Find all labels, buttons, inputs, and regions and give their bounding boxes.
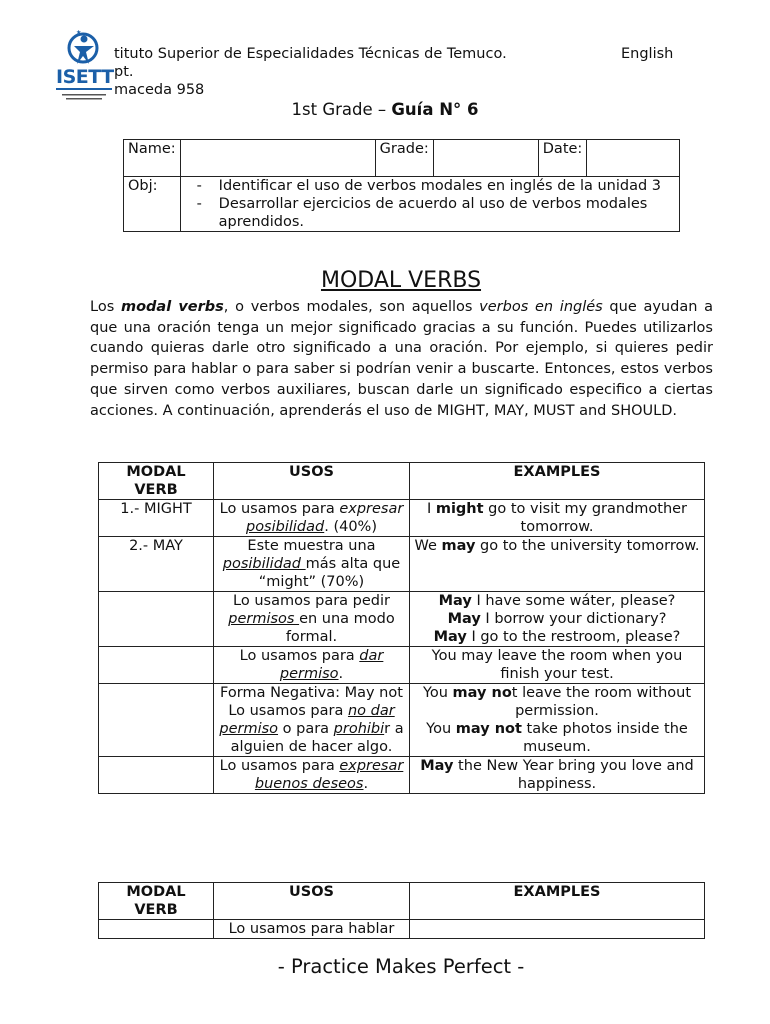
- date-label: Date:: [538, 140, 587, 177]
- usage-keyword: no dar permiso: [219, 703, 395, 737]
- name-field[interactable]: [180, 140, 375, 177]
- header-usos: USOS: [214, 463, 410, 500]
- isett-logo: [56, 30, 112, 104]
- example-cell: [410, 592, 705, 647]
- grade-title: [0, 100, 770, 119]
- header-line-2: pt.: [114, 64, 134, 80]
- usage-cell: [214, 647, 410, 684]
- example-modal: may no: [452, 685, 512, 701]
- example-text: take photos inside the museum.: [521, 721, 688, 755]
- department-name: English: [621, 46, 674, 62]
- usage-keyword: posibilidad: [245, 519, 325, 535]
- header-address: maceda 958: [114, 82, 205, 98]
- grade-label: Grade:: [375, 140, 433, 177]
- verb-cell: [99, 920, 214, 939]
- usage-keyword: dar permiso: [279, 648, 384, 682]
- usage-keyword: expresar buenos deseos: [254, 758, 404, 792]
- objective-item: - Desarrollar ejercicios de acuerdo al uso de verbos modales aprendidos.: [197, 195, 675, 231]
- example-text: We: [414, 538, 442, 554]
- usage-text: . (40%): [324, 519, 377, 535]
- example-text: I borrow your dictionary?: [480, 611, 667, 627]
- usage-keyword: prohibi: [333, 721, 385, 737]
- date-field[interactable]: [587, 140, 680, 177]
- usage-text: en una modo formal.: [285, 611, 395, 645]
- example-cell: [410, 500, 705, 537]
- usage-text: Lo usamos para: [219, 758, 340, 774]
- header-examples: EXAMPLES: [410, 463, 705, 500]
- usage-text: .: [363, 776, 369, 792]
- usage-text: Lo usamos para: [228, 703, 348, 719]
- table-header-row: [99, 463, 705, 500]
- usage-text: Este muestra una: [247, 538, 376, 554]
- grade-title-prefix: 1st Grade –: [291, 100, 392, 119]
- institution-name: tituto Superior de Especialidades Técnicas de Temuco.: [114, 46, 507, 62]
- example-modal: might: [435, 501, 484, 517]
- example-cell: [410, 757, 705, 794]
- header-usos: USOS: [214, 883, 410, 920]
- example-text: You: [422, 685, 453, 701]
- usage-text: Lo usamos para: [219, 501, 340, 517]
- table-row: [99, 500, 705, 537]
- intro-text: , o verbos modales, son aquellos: [223, 299, 480, 315]
- header-modal-verb: MODAL VERB: [99, 463, 214, 500]
- usage-text: r a alguien de hacer algo.: [230, 721, 404, 755]
- name-label: Name:: [124, 140, 181, 177]
- example-modal: May: [447, 611, 481, 627]
- table-row: [99, 647, 705, 684]
- example-text: t leave the room without permission.: [511, 685, 692, 719]
- example-modal: may: [441, 538, 476, 554]
- modal-verbs-table: [98, 462, 705, 794]
- intro-term: verbos en inglés: [479, 299, 603, 315]
- verb-cell: [99, 647, 214, 684]
- verb-cell: [99, 592, 214, 647]
- grade-field[interactable]: [433, 140, 538, 177]
- usage-cell: Lo usamos para hablar: [214, 920, 410, 939]
- example-modal: May: [420, 758, 454, 774]
- table-row: [99, 920, 705, 939]
- intro-term: modal verbs: [120, 299, 224, 315]
- objective-label: Obj:: [124, 177, 181, 232]
- header-modal-verb: MODAL VERB: [99, 883, 214, 920]
- usage-text: Lo usamos para: [239, 648, 360, 664]
- usage-cell: [214, 592, 410, 647]
- guide-number: Guía N° 6: [391, 100, 479, 119]
- example-text: the New Year bring you love and happiness.: [453, 758, 694, 792]
- usage-text: .: [338, 666, 344, 682]
- usage-cell: [214, 537, 410, 592]
- table-row: [99, 592, 705, 647]
- usage-cell: [214, 757, 410, 794]
- intro-text: que ayudan a que una oración tenga un mejor significado gracias a su función. Puedes utilizarlos cuando quieras darle otro significado a una oración. Por ejemplo, si quieres pedir permiso para hablar o para saber si podrían venir a buscarte. Entonces, estos verbos que sirven como verbos auxiliares, buscan darle un significado especifico a ciertas acciones. A continuación, aprenderás el uso de MIGHT, MAY, MUST and SHOULD.: [90, 299, 714, 419]
- example-text: You: [426, 721, 456, 737]
- example-modal: May: [438, 593, 472, 609]
- usage-cell: [214, 684, 410, 757]
- logo-text: ISETT: [56, 66, 114, 88]
- usage-keyword: posibilidad: [222, 556, 306, 572]
- example-cell: [410, 920, 705, 939]
- objectives-list: [185, 177, 675, 231]
- example-cell: You may leave the room when you finish your test.: [410, 647, 705, 684]
- page-title: MODAL VERBS: [320, 268, 482, 293]
- header-examples: EXAMPLES: [410, 883, 705, 920]
- usage-keyword: permisos: [228, 611, 300, 627]
- intro-text: Los: [90, 299, 121, 315]
- example-modal: May: [433, 629, 467, 645]
- example-cell: [410, 684, 705, 757]
- verb-cell: [99, 684, 214, 757]
- usage-text: Forma Negativa: May not: [220, 685, 403, 701]
- usage-text: o para: [278, 721, 334, 737]
- table-header-row: [99, 883, 705, 920]
- table-row: [99, 684, 705, 757]
- svg-text:★: ★: [76, 30, 82, 36]
- example-text: go to visit my grandmother tomorrow.: [483, 501, 688, 535]
- usage-text: Lo usamos para pedir: [233, 593, 390, 609]
- example-text: I go to the restroom, please?: [466, 629, 681, 645]
- example-cell: [410, 537, 705, 592]
- table-row: [99, 757, 705, 794]
- verb-cell: 1.- MIGHT: [99, 500, 214, 537]
- objectives-cell: [180, 177, 679, 232]
- modal-verbs-table-2: [98, 882, 705, 939]
- example-text: I: [426, 501, 436, 517]
- footer-motto: - Practice Makes Perfect -: [277, 955, 525, 978]
- verb-cell: [99, 757, 214, 794]
- usage-cell: [214, 500, 410, 537]
- example-modal: may not: [455, 721, 522, 737]
- example-text: I have some wáter, please?: [471, 593, 676, 609]
- verb-cell: 2.- MAY: [99, 537, 214, 592]
- usage-text: más alta que “might” (70%): [258, 556, 401, 590]
- objective-item: - Identificar el uso de verbos modales en inglés de la unidad 3: [197, 177, 675, 195]
- example-text: go to the university tomorrow.: [475, 538, 700, 554]
- intro-paragraph: [90, 297, 713, 421]
- table-row: [99, 537, 705, 592]
- usage-text: expresar: [339, 501, 404, 517]
- student-info-table: [123, 139, 680, 232]
